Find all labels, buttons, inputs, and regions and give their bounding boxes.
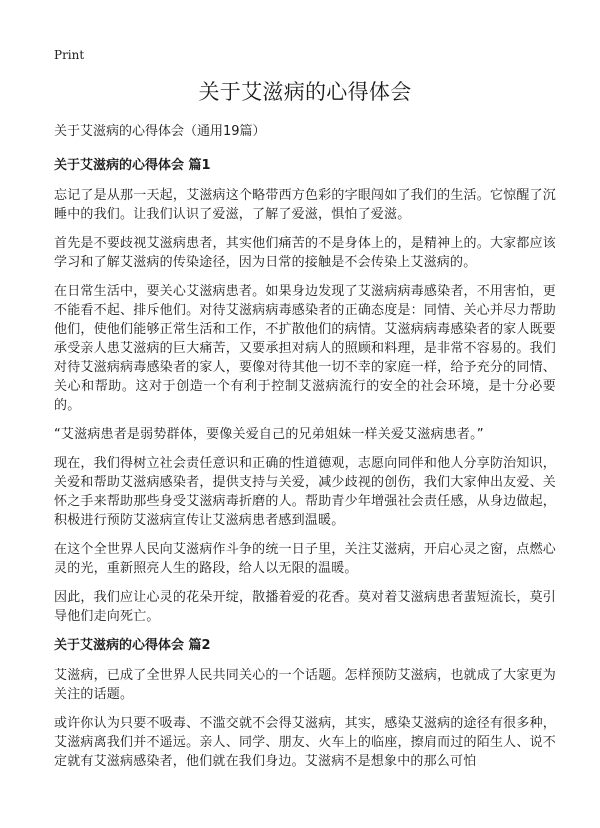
document-subtitle: 关于艾滋病的心得体会（通用19篇）: [54, 124, 266, 139]
document-title: 关于艾滋病的心得体会: [198, 80, 412, 104]
paragraph: 在日常生活中，要关心艾滋病患者。如果身边发现了艾滋病病毒感染者，不用害怕，更不能看不起、排斥他们。对待艾滋病病毒感染者的正确态度是：同情、关心并尽力帮助他们，使他们能够正常生活和工作，不扩散他们的病情。艾滋病病毒感染者的家人既要承受亲人患艾滋病的巨大痛苦，又要承担对病人的照顾和料理，是非常不容易的。我们对待艾滋病病毒感染者的家人，要像对待其他一切不幸的家庭一样，给予充分的同情、关心和帮助。这对于创造一个有利于控制艾滋病流行的安全的社会环境，是十分必要的。: [54, 284, 556, 413]
paragraph: 或许你认为只要不吸毒、不滥交就不会得艾滋病，其实，感染艾滋病的途径有很多种，艾滋病离我们并不遥远。亲人、同学、朋友、火车上的临座，擦肩而过的陌生人、说不定就有艾滋病感染者，他们就在我们身边。艾滋病不是想象中的那么可怕: [54, 716, 556, 769]
document-content: [54, 122, 556, 771]
section-heading-2: 关于艾滋病的心得体会 篇2: [54, 638, 211, 653]
print-link[interactable]: Print: [54, 48, 85, 62]
paragraph: 在这个全世界人民向艾滋病作斗争的统一日子里，关注艾滋病，开启心灵之窗，点燃心灵的光，重新照亮人生的路段，给人以无限的温暖。: [54, 542, 556, 576]
paragraph: 忘记了是从那一天起，艾滋病这个略带西方色彩的字眼闯如了我们的生活。它惊醒了沉睡中的我们。让我们认识了爱滋，了解了爱滋，惧怕了爱滋。: [54, 188, 556, 222]
paragraph: 艾滋病，已成了全世界人民共同关心的一个话题。怎样预防艾滋病，也就成了大家更为关注的话题。: [54, 668, 556, 702]
paragraph: 现在，我们得树立社会责任意识和正确的性道德观，志愿向同伴和他人分享防治知识，关爱和帮助艾滋病感染者，提供支持与关爱，减少歧视的创伤，我们大家伸出友爱、关怀之手来帮助那些身受艾滋病毒折磨的人。帮助青少年增强社会责任感，从身边做起，积极进行预防艾滋病宣传让艾滋病患者感到温暖。: [54, 456, 556, 528]
paragraph: 首先是不要歧视艾滋病患者，其实他们痛苦的不是身体上的，是精神上的。大家都应该学习和了解艾滋病的传染途径，因为日常的接触是不会传染上艾滋病的。: [54, 236, 556, 270]
section-heading-1: 关于艾滋病的心得体会 篇1: [54, 158, 211, 173]
quote-paragraph: “艾滋病患者是弱势群体，要像关爱自己的兄弟姐妹一样关爱艾滋病患者。”: [54, 427, 484, 442]
paragraph: 因此，我们应让心灵的花朵开绽，散播着爱的花香。莫对着艾滋病患者蜚短流长，莫引导他们走向死亡。: [54, 590, 556, 624]
